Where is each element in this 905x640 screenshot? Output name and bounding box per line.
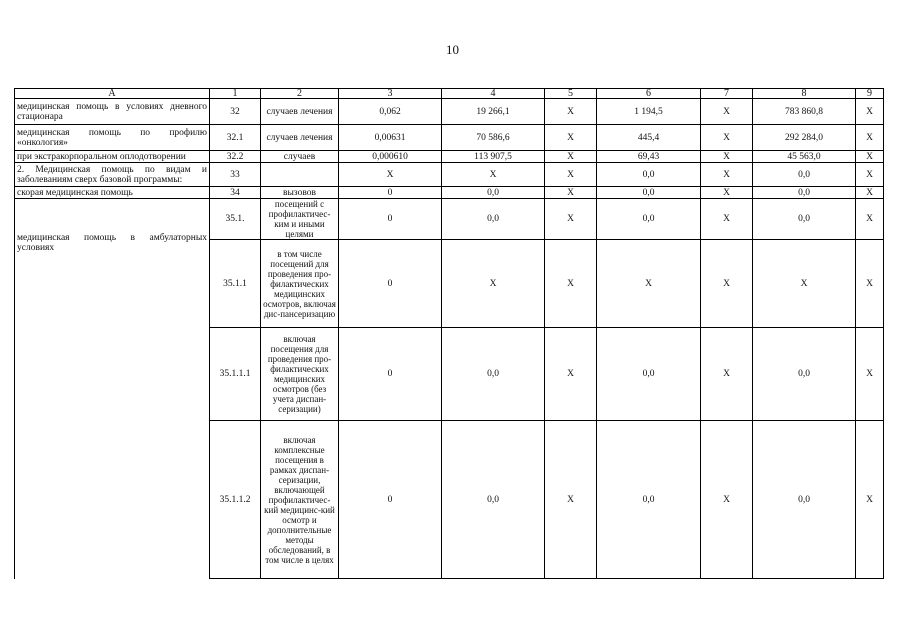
- row-col3: 0: [339, 187, 442, 199]
- row-col4: 113 907,5: [442, 151, 545, 163]
- row-col6: Х: [597, 240, 701, 328]
- row-unit: включая комплексные посещения в рамках диспан-серизации, включающей профилактичес-кий медицинс-кий осмотр и дополнительные методы обследований, в том числе в целях: [261, 421, 339, 579]
- row-col5: Х: [545, 199, 597, 240]
- table-header-row: [15, 89, 884, 99]
- row-col7: Х: [701, 151, 753, 163]
- header-col-8: 8: [753, 89, 856, 99]
- row-code: 35.1.1: [210, 240, 261, 328]
- row-unit: вызовов: [261, 187, 339, 199]
- row-col7: Х: [701, 187, 753, 199]
- header-col-1: 1: [210, 89, 261, 99]
- table-row: [15, 163, 884, 187]
- row-code: 32.2: [210, 151, 261, 163]
- row-col3: Х: [339, 163, 442, 187]
- row-col3: 0: [339, 199, 442, 240]
- row-unit: в том числе посещений для проведения про-филактических медицинских осмотров, включая дис-пансеризацию: [261, 240, 339, 328]
- row-code: 35.1.: [210, 199, 261, 240]
- table-row: [15, 99, 884, 125]
- header-col-3: 3: [339, 89, 442, 99]
- header-col-4: 4: [442, 89, 545, 99]
- row-code: 32: [210, 99, 261, 125]
- row-col9: Х: [856, 151, 884, 163]
- row-col5: Х: [545, 240, 597, 328]
- row-col8: 0,0: [753, 328, 856, 421]
- row-label: медицинская помощь по профилю «онкология»: [15, 125, 210, 151]
- row-col7: Х: [701, 240, 753, 328]
- row-col9: Х: [856, 187, 884, 199]
- row-col7: Х: [701, 125, 753, 151]
- row-col6: 0,0: [597, 421, 701, 579]
- row-col5: Х: [545, 187, 597, 199]
- row-col4: 0,0: [442, 187, 545, 199]
- row-col8: 783 860,8: [753, 99, 856, 125]
- row-code: 33: [210, 163, 261, 187]
- row-col8: 0,0: [753, 421, 856, 579]
- header-col-2: 2: [261, 89, 339, 99]
- row-col3: 0,000610: [339, 151, 442, 163]
- row-unit: случаев: [261, 151, 339, 163]
- row-col3: 0: [339, 240, 442, 328]
- row-col6: 445,4: [597, 125, 701, 151]
- row-col4: 0,0: [442, 421, 545, 579]
- row-col6: 69,43: [597, 151, 701, 163]
- header-col-6: 6: [597, 89, 701, 99]
- row-col9: Х: [856, 328, 884, 421]
- header-col-5: 5: [545, 89, 597, 99]
- row-col4: 19 266,1: [442, 99, 545, 125]
- row-unit: случаев лечения: [261, 99, 339, 125]
- row-col6: 0,0: [597, 199, 701, 240]
- row-code: 34: [210, 187, 261, 199]
- row-col5: Х: [545, 328, 597, 421]
- row-col3: 0,00631: [339, 125, 442, 151]
- row-col6: 1 194,5: [597, 99, 701, 125]
- row-code: 35.1.1.1: [210, 328, 261, 421]
- row-col5: Х: [545, 125, 597, 151]
- row-label: медицинская помощь в условиях дневного стационара: [15, 99, 210, 125]
- page-number: 10: [446, 42, 459, 57]
- header-col-7: 7: [701, 89, 753, 99]
- ambulatory-label: медицинская помощь в амбулаторных условиях: [15, 199, 210, 579]
- row-col8: 0,0: [753, 199, 856, 240]
- row-col4: Х: [442, 240, 545, 328]
- row-col3: 0: [339, 328, 442, 421]
- row-col9: Х: [856, 240, 884, 328]
- row-col5: Х: [545, 163, 597, 187]
- row-col6: 0,0: [597, 328, 701, 421]
- row-col8: Х: [753, 240, 856, 328]
- row-col8: 0,0: [753, 163, 856, 187]
- row-code: 32.1: [210, 125, 261, 151]
- row-col9: Х: [856, 99, 884, 125]
- row-col3: 0: [339, 421, 442, 579]
- row-col9: Х: [856, 199, 884, 240]
- table-row: [15, 151, 884, 163]
- table-row: [15, 187, 884, 199]
- row-col5: Х: [545, 151, 597, 163]
- row-col7: Х: [701, 421, 753, 579]
- row-col7: Х: [701, 199, 753, 240]
- row-col9: Х: [856, 125, 884, 151]
- row-code: 35.1.1.2: [210, 421, 261, 579]
- row-col4: Х: [442, 163, 545, 187]
- row-col9: Х: [856, 163, 884, 187]
- row-unit: посещений с профилактичес-ким и иными целями: [261, 199, 339, 240]
- row-col7: Х: [701, 99, 753, 125]
- row-unit: случаев лечения: [261, 125, 339, 151]
- tariff-table: [14, 88, 884, 579]
- row-col7: Х: [701, 328, 753, 421]
- row-col3: 0,062: [339, 99, 442, 125]
- row-col8: 0,0: [753, 187, 856, 199]
- row-col4: 0,0: [442, 328, 545, 421]
- row-col6: 0,0: [597, 163, 701, 187]
- row-col9: Х: [856, 421, 884, 579]
- row-col8: 45 563,0: [753, 151, 856, 163]
- row-label: скорая медицинская помощь: [15, 187, 210, 199]
- row-unit: [261, 163, 339, 187]
- row-col5: Х: [545, 99, 597, 125]
- row-col4: 70 586,6: [442, 125, 545, 151]
- row-col4: 0,0: [442, 199, 545, 240]
- row-unit: включая посещения для проведения про-филактических медицинских осмотров (без учета диспан-серизации): [261, 328, 339, 421]
- row-col7: Х: [701, 163, 753, 187]
- row-col6: 0,0: [597, 187, 701, 199]
- row-col8: 292 284,0: [753, 125, 856, 151]
- table-row: [15, 199, 884, 240]
- table-row: [15, 125, 884, 151]
- header-col-a: А: [15, 89, 210, 99]
- header-col-9: 9: [856, 89, 884, 99]
- row-col5: Х: [545, 421, 597, 579]
- row-label: при экстракорпоральном оплодотворении: [15, 151, 210, 163]
- row-label: 2. Медицинская помощь по видам и заболеваниям сверх базовой программы:: [15, 163, 210, 187]
